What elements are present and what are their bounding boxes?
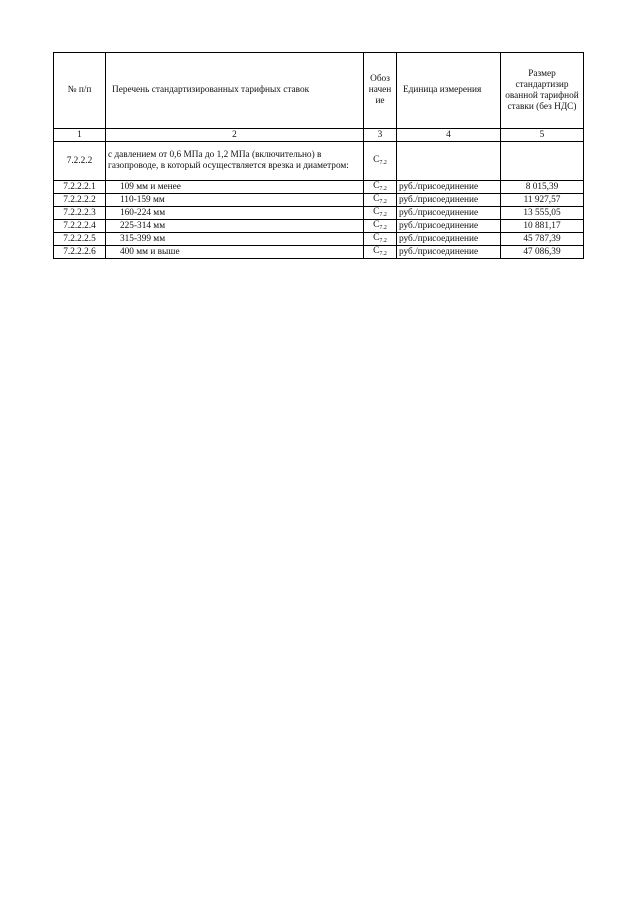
row-unit: руб./присоединение bbox=[397, 246, 501, 259]
row-unit: руб./присоединение bbox=[397, 233, 501, 246]
row-description: 225-314 мм bbox=[106, 220, 364, 233]
table-row bbox=[54, 181, 584, 194]
column-number: 4 bbox=[397, 129, 501, 142]
row-description: 109 мм и менее bbox=[106, 181, 364, 194]
intro-row bbox=[54, 142, 584, 181]
row-value: 45 787,39 bbox=[501, 233, 584, 246]
row-designation: $С_{7.2}$ bbox=[364, 220, 397, 233]
table-row bbox=[54, 220, 584, 233]
column-number: 3 bbox=[364, 129, 397, 142]
row-description: с давлением от 0,6 МПа до 1,2 МПа (включительно) в газопроводе, в который осуществляется врезка и диаметром: bbox=[106, 142, 364, 181]
row-description: 315-399 мм bbox=[106, 233, 364, 246]
header-rate: Размер стандартизир ованной тарифной ставки (без НДС) bbox=[501, 53, 584, 129]
row-designation: $С_{7.2}$ bbox=[364, 207, 397, 220]
row-unit: руб./присоединение bbox=[397, 207, 501, 220]
row-value: 13 555,05 bbox=[501, 207, 584, 220]
column-number: 1 bbox=[54, 129, 106, 142]
row-number: 7.2.2.2.3 bbox=[54, 207, 106, 220]
row-value: 11 927,57 bbox=[501, 194, 584, 207]
row-number: 7.2.2.2.4 bbox=[54, 220, 106, 233]
row-number: 7.2.2.2.6 bbox=[54, 246, 106, 259]
row-value: 47 086,39 bbox=[501, 246, 584, 259]
row-designation: $С_{7.2}$ bbox=[364, 233, 397, 246]
row-unit: руб./присоединение bbox=[397, 181, 501, 194]
row-unit: руб./присоединение bbox=[397, 194, 501, 207]
row-value: 10 881,17 bbox=[501, 220, 584, 233]
row-number: 7.2.2.2.2 bbox=[54, 194, 106, 207]
header-list: Перечень стандартизированных тарифных ставок bbox=[106, 53, 364, 129]
header-designation: Обоз начен ие bbox=[364, 53, 397, 129]
row-description: 400 мм и выше bbox=[106, 246, 364, 259]
row-value: 8 015,39 bbox=[501, 181, 584, 194]
row-number: 7.2.2.2.5 bbox=[54, 233, 106, 246]
row-number: 7.2.2.2 bbox=[54, 142, 106, 181]
row-designation: $С_{7.2}$ bbox=[364, 181, 397, 194]
row-unit bbox=[397, 142, 501, 181]
column-number-row bbox=[54, 129, 584, 142]
table-row bbox=[54, 233, 584, 246]
row-number: 7.2.2.2.1 bbox=[54, 181, 106, 194]
table-header-row bbox=[54, 53, 584, 129]
tariff-table bbox=[53, 52, 584, 259]
row-description: 110-159 мм bbox=[106, 194, 364, 207]
row-description: 160-224 мм bbox=[106, 207, 364, 220]
column-number: 5 bbox=[501, 129, 584, 142]
table-row bbox=[54, 246, 584, 259]
header-num: № п/п bbox=[54, 53, 106, 129]
row-designation: $С_{7.2}$ bbox=[364, 246, 397, 259]
table-row bbox=[54, 207, 584, 220]
row-designation: $С_{7.2}$ bbox=[364, 142, 397, 181]
row-value bbox=[501, 142, 584, 181]
header-unit: Единица измерения bbox=[397, 53, 501, 129]
row-unit: руб./присоединение bbox=[397, 220, 501, 233]
table-row bbox=[54, 194, 584, 207]
row-designation: $С_{7.2}$ bbox=[364, 194, 397, 207]
column-number: 2 bbox=[106, 129, 364, 142]
